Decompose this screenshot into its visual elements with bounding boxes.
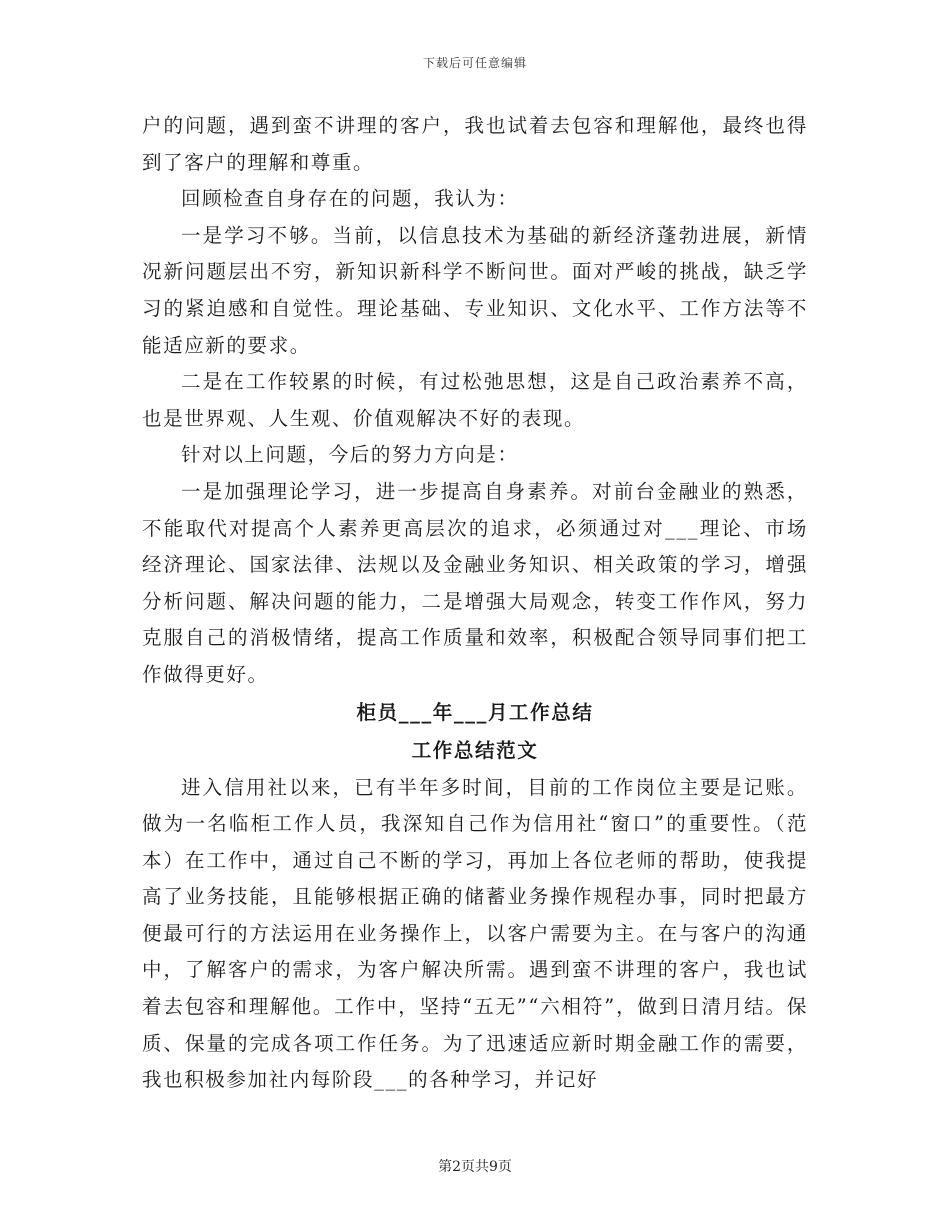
paragraph-problem-one: 一是学习不够。当前，以信息技术为基础的新经济蓬勃进展，新情况新问题层出不穷，新知识新科学不断问世。面对严峻的挑战，缺乏学习的紧迫感和自觉性。理论基础、专业知识、文化水平、工作方法等不能适应新的要求。 [142, 223, 808, 357]
section-title: 柜员___年___月工作总结 [356, 700, 594, 724]
paragraph-direction-one: 一是加强理论学习，进一步提高自身素养。对前台金融业的熟悉，不能取代对提高个人素养更高层次的追求，必须通过对___理论、市场经济理论、国家法律、法规以及金融业务知识、相关政策的学习，增强分析问题、解决问题的能力，二是增强大局观念，转变工作作风，努力克服自己的消极情绪，提高工作质量和效率，积极配合领导同事们把工作做得更好。 [142, 479, 808, 686]
paragraph-continued: 户的问题，遇到蛮不讲理的客户，我也试着去包容和理解他，最终也得到了客户的理解和尊重。 [142, 114, 808, 174]
document-body [142, 108, 808, 1099]
paragraph-direction-intro: 针对以上问题，今后的努力方向是： [181, 443, 519, 467]
paragraph-review-intro: 回顾检查自身存在的问题，我认为： [181, 187, 519, 211]
page-header-note: 下载后可任意编辑 [422, 56, 527, 70]
paragraph-sample-text: 进入信用社以来，已有半年多时间，目前的工作岗位主要是记账。做为一名临柜工作人员，我深知自己作为信用社“窗口”的重要性。（范本）在工作中，通过自己不断的学习，再加上各位老师的帮助，使我提高了业务技能，且能够根据正确的储蓄业务操作规程办事，同时把最方便最可行的方法运用在业务操作上，以客户需要为主。在与客户的沟通中，了解客户的需求，为客户解决所需。遇到蛮不讲理的客户，我也试着去包容和理解他。工作中，坚持“五无”“六相符”，做到日清月结。保质、保量的完成各项工作任务。为了迅速适应新时期金融工作的需要，我也积极参加社内每阶段___的各种学习，并记好 [142, 775, 808, 1092]
page-number: 第2页共9页 [438, 1159, 512, 1175]
section-subtitle: 工作总结范文 [411, 738, 539, 762]
paragraph-problem-two: 二是在工作较累的时候，有过松弛思想，这是自己政治素养不高，也是世界观、人生观、价值观解决不好的表现。 [142, 370, 808, 430]
